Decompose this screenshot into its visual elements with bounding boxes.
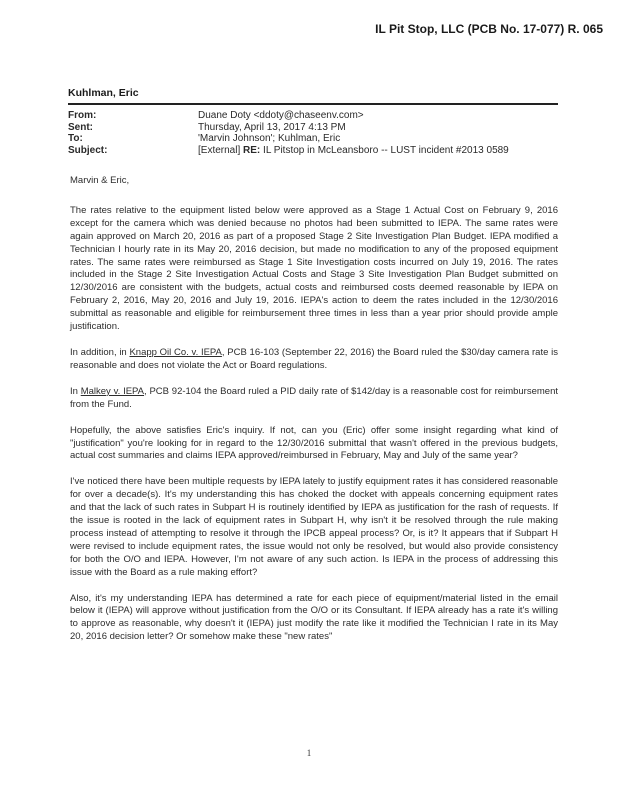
from-label: From: [68, 110, 97, 121]
from-value: Duane Doty <ddoty@chaseenv.com> [198, 110, 364, 121]
body-paragraph-1: The rates relative to the equipment listed below were approved as a Stage 1 Actual Cost on February 9, 2016 except for the camera which was denied because no photos had been submitted to IEPA. The same rates were again approved on March 20, 2016 as part of a proposed Stage 2 Site Investigation Plan Budget. IEPA modified a Technician I hourly rate in its May 20, 2016 decision, but made no modification to any of the proposed equipment rates. The same rates were reimbursed as Stage 1 Site Investigation costs incurred on July 19, 2016. The rates included in the Stage 2 Site Investigation Actual Costs and Stage 3 Site Investigation Plan Budget submitted on 12/30/2016 are consistent with the budgets, actual costs and reimbursed costs deemed reasonable by IEPA on February 2, 2016, May 20, 2016 and July 19, 2016. IEPA's action to deem the rates included in the 12/30/2016 submittal as reasonable and eligible for reimbursement three times in less than a year prior should provide ample justification. [70, 204, 558, 333]
header-divider [68, 103, 558, 105]
sent-label: Sent: [68, 121, 93, 133]
subject-re: RE: [243, 144, 261, 156]
greeting: Marvin & Eric, [70, 175, 130, 186]
email-body [70, 175, 558, 657]
sent-value: Thursday, April 13, 2017 4:13 PM [198, 121, 346, 133]
to-row [68, 133, 509, 145]
subject-rest: IL Pitstop in McLeansboro -- LUST incident #2013 0589 [260, 144, 509, 156]
mailbox-owner-name: Kuhlman, Eric [68, 87, 139, 99]
case-citation-knapp: Knapp Oil Co. v. IEPA [129, 346, 222, 358]
p2-after: , PCB 16-103 (September 22, 2016) the Board ruled the $30/day camera rate is reasonable and does not violate the Act or Board regulations. [70, 346, 558, 371]
body-paragraph-3 [70, 386, 558, 412]
p3-before: In [70, 385, 81, 397]
email-header-block [68, 110, 509, 156]
document-header-id: IL Pit Stop, LLC (PCB No. 17-077) R. 065 [375, 22, 603, 36]
from-row [68, 110, 509, 122]
to-label: To: [68, 133, 83, 144]
to-value: 'Marvin Johnson'; Kuhlman, Eric [198, 133, 341, 144]
sent-row [68, 122, 509, 134]
p3-after: , PCB 92-104 the Board ruled a PID daily rate of $142/day is a reasonable cost for reimbursement from the Fund. [70, 385, 558, 410]
body-paragraph-4: Hopefully, the above satisfies Eric's inquiry. If not, can you (Eric) offer some insight regarding what kind of "justification" you're looking for in regard to the 12/30/2016 submittal that wasn't offered in the previous budgets, actual cost summaries and claims IEPA approved/reimbursed in February, May and July of the same year? [70, 424, 558, 462]
case-citation-malkey: Malkey v. IEPA [80, 385, 145, 397]
subject-value [198, 145, 509, 157]
subject-row [68, 145, 509, 157]
body-paragraph-2 [70, 347, 558, 373]
subject-prefix: [External] [198, 144, 244, 156]
subject-label: Subject: [68, 144, 108, 156]
p2-before: In addition, in [70, 346, 130, 358]
body-paragraph-5: I've noticed there have been multiple requests by IEPA lately to justify equipment rates it has considered reasonable for over a decade(s). It's my understanding this has choked the docket with appeals concerning equipment rates and that the lack of such rates in Subpart H is routinely identified by IEPA as justification for the rash of requests. If the issue is rooted in the lack of equipment rates in Subpart H, why isn't it be resolved through the rule making process instead of attempting to resolve it through the IPCB appeal process? Or, is it? It appears that if Subpart H were revised to include equipment rates, the issue would not only be resolved, but would also provide consistency for both the O/O and IEPA. However, I'm not aware of any such action. Is IEPA in the process of addressing this issue with the Board as a rule making effort? [70, 476, 558, 578]
body-paragraph-6: Also, it's my understanding IEPA has determined a rate for each piece of equipment/material listed in the email below it (IEPA) will approve without justification from the O/O or its Consultant. If IEPA already has a rate it's willing to approve as reasonable, why doesn't it (IEPA) just modify the rate like it modified the Technician I rate in its May 20, 2016 decision letter? Or somehow make these "new rates" [70, 592, 558, 643]
page-number: 1 [306, 748, 312, 758]
